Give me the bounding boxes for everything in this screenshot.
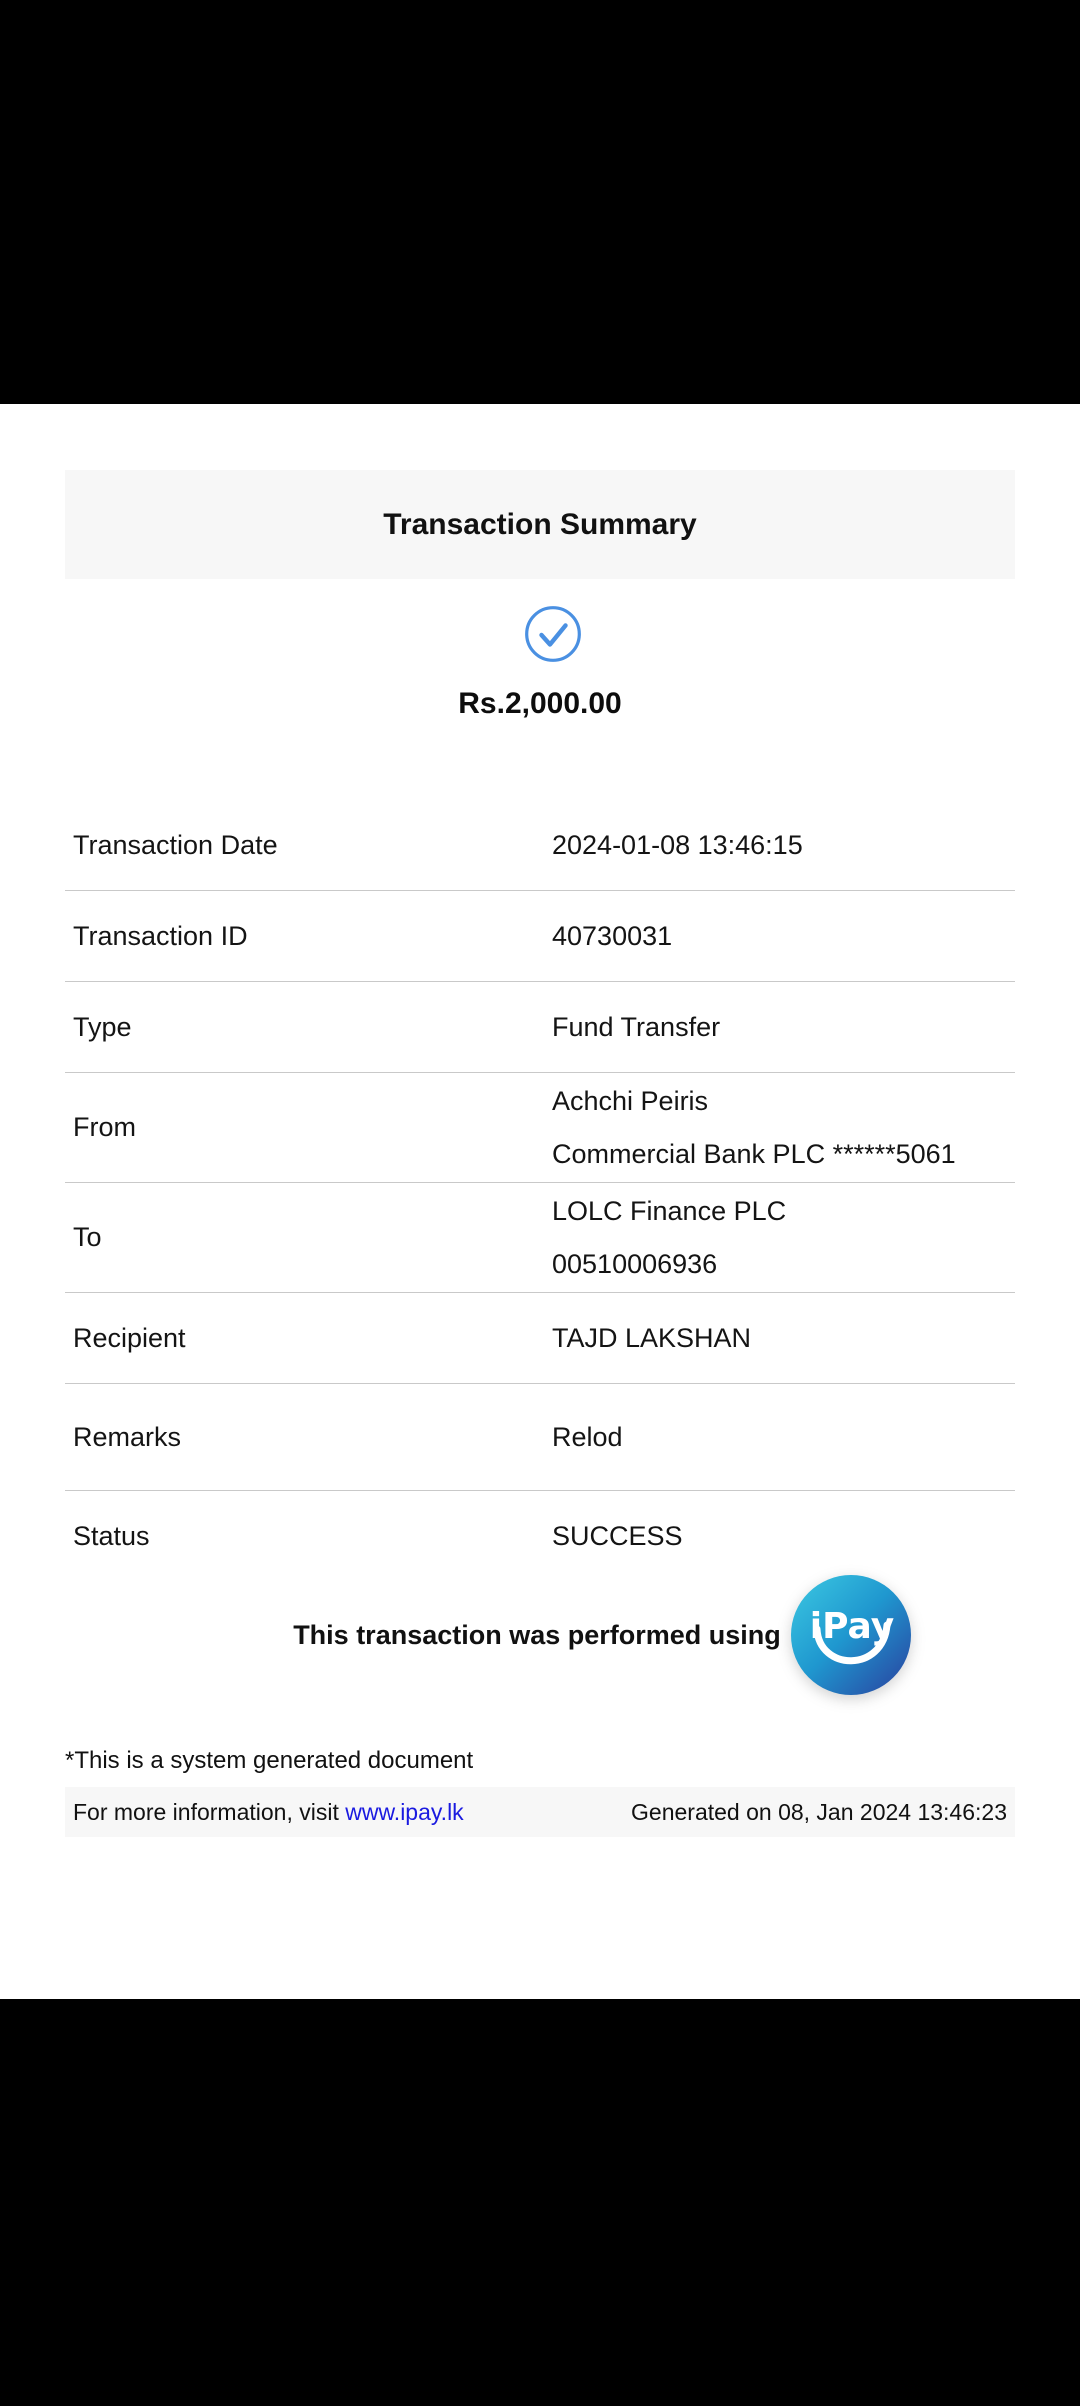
- footer-info-text: For more information, visit: [73, 1798, 346, 1825]
- detail-value-line: Fund Transfer: [552, 1011, 721, 1042]
- ipay-logo: [791, 1575, 911, 1695]
- bottom-black-bar: [0, 1999, 1080, 2406]
- detail-row-transaction-date: [65, 800, 1015, 891]
- top-black-bar: [0, 0, 1080, 404]
- detail-value-line: Commercial Bank PLC ******5061: [552, 1138, 956, 1169]
- detail-value: [552, 1422, 1015, 1453]
- detail-value: [552, 1323, 1015, 1354]
- detail-value-line: 40730031: [552, 920, 673, 951]
- detail-value: [552, 1521, 1015, 1552]
- detail-row-status: [65, 1491, 1015, 1582]
- transaction-amount: Rs.2,000.00: [458, 687, 622, 720]
- receipt-title-band: [65, 470, 1015, 579]
- ipay-logo-text: iPay: [809, 1606, 895, 1647]
- powered-by-row: [127, 1575, 1077, 1695]
- detail-label: To: [73, 1222, 102, 1252]
- check-circle-icon: [524, 605, 582, 663]
- detail-label: Transaction Date: [73, 829, 278, 860]
- receipt-content: [65, 470, 1015, 1837]
- detail-row-remarks: [65, 1384, 1015, 1491]
- transaction-details: [65, 800, 1015, 1582]
- detail-value-line: 2024-01-08 13:46:15: [552, 829, 803, 860]
- ipay-link[interactable]: www.ipay.lk: [345, 1798, 464, 1825]
- detail-label: Type: [73, 1011, 132, 1042]
- detail-row-type: [65, 982, 1015, 1073]
- footer-info: [73, 1799, 464, 1826]
- transaction-receipt: [0, 470, 1080, 1999]
- detail-row-from: [65, 1073, 1015, 1183]
- detail-value-line: Relod: [552, 1421, 623, 1452]
- detail-value-line: SUCCESS: [552, 1521, 683, 1551]
- footer-bar: [65, 1787, 1015, 1837]
- footer-generated: Generated on 08, Jan 2024 13:46:23: [631, 1798, 1007, 1825]
- detail-label: Remarks: [73, 1421, 182, 1452]
- detail-value-line: TAJD LAKSHAN: [552, 1322, 752, 1353]
- page-title: Transaction Summary: [383, 507, 697, 541]
- detail-value: [552, 830, 1015, 861]
- detail-value: [552, 1012, 1015, 1043]
- detail-row-transaction-id: [65, 891, 1015, 982]
- detail-value-line: 00510006936: [552, 1248, 718, 1279]
- system-note: *This is a system generated document: [65, 1747, 474, 1774]
- detail-value: [552, 921, 1015, 952]
- detail-label: From: [73, 1112, 136, 1142]
- detail-label: Status: [73, 1521, 150, 1551]
- detail-value: [552, 1086, 1015, 1170]
- detail-value: [552, 1196, 1015, 1280]
- detail-value-line: LOLC Finance PLC: [552, 1195, 787, 1226]
- detail-row-to: [65, 1183, 1015, 1293]
- success-indicator: [78, 605, 1028, 663]
- detail-label: Recipient: [73, 1322, 186, 1353]
- detail-row-recipient: [65, 1293, 1015, 1384]
- detail-value-line: Achchi Peiris: [552, 1085, 709, 1116]
- detail-label: Transaction ID: [73, 920, 248, 951]
- powered-by-text: This transaction was performed using: [293, 1619, 781, 1650]
